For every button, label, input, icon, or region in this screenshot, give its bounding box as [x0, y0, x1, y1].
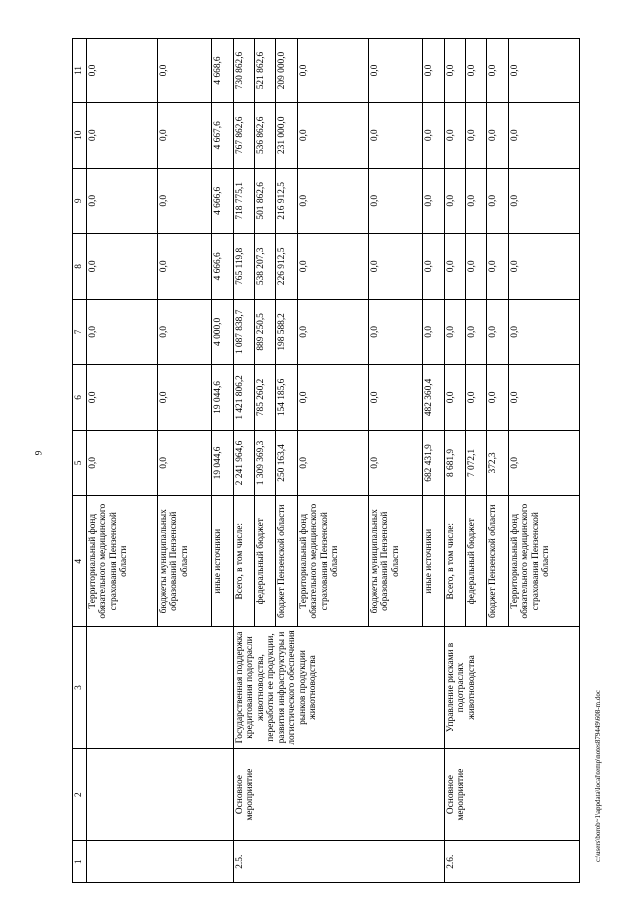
value-cell: 0,0 [157, 168, 212, 234]
value-cell: 0,0 [297, 103, 368, 169]
value-cell: 785 260,2 [254, 365, 275, 431]
value-cell: 0,0 [157, 234, 212, 300]
value-cell: 0,0 [423, 299, 444, 365]
value-cell: 0,0 [368, 299, 423, 365]
source-label: Всего, в том числе: [444, 496, 465, 627]
value-cell: 209 000,0 [276, 39, 297, 103]
value-cell: 2 241 964,6 [233, 430, 254, 496]
header-cell: 1 [73, 841, 87, 883]
header-cell: 7 [73, 299, 87, 365]
value-cell: 0,0 [157, 39, 212, 103]
footer-file-path: c:\users\borob~1\appdata\local\temp\notes879449\608-m.doc [594, 690, 602, 862]
value-cell: 231 000,0 [276, 103, 297, 169]
value-cell: 0,0 [368, 234, 423, 300]
value-cell: 0,0 [508, 103, 579, 169]
value-cell: 4 000,0 [212, 299, 233, 365]
value-cell: 482 360,4 [423, 365, 444, 431]
table-body [73, 39, 580, 883]
value-cell: 0,0 [487, 234, 508, 300]
value-cell: 198 588,2 [276, 299, 297, 365]
value-cell: 226 912,5 [276, 234, 297, 300]
value-cell: 0,0 [368, 39, 423, 103]
value-cell: 0,0 [368, 365, 423, 431]
value-cell: 0,0 [444, 234, 465, 300]
value-cell: 0,0 [466, 234, 487, 300]
source-label: Территориальный фонд обязательного медицинского страхования Пензенской области [297, 496, 368, 627]
value-cell: 0,0 [297, 430, 368, 496]
budget-table-rotated [72, 38, 580, 883]
value-cell: 372,3 [487, 430, 508, 496]
value-cell: 0,0 [444, 168, 465, 234]
header-cell: 2 [73, 748, 87, 841]
value-cell: 250 163,4 [276, 430, 297, 496]
row-number-cell: 2.5. [233, 841, 444, 883]
header-cell: 4 [73, 496, 87, 627]
value-cell: 0,0 [444, 39, 465, 103]
row-number-cell [86, 841, 233, 883]
source-label: иные источники [212, 496, 233, 627]
value-cell: 0,0 [368, 168, 423, 234]
value-cell: 0,0 [508, 168, 579, 234]
value-cell: 0,0 [466, 365, 487, 431]
value-cell: 0,0 [423, 103, 444, 169]
value-cell: 0,0 [297, 299, 368, 365]
budget-table [72, 38, 580, 883]
value-cell: 0,0 [157, 299, 212, 365]
value-cell: 19 044,6 [212, 365, 233, 431]
header-cell: 8 [73, 234, 87, 300]
value-cell: 0,0 [508, 39, 579, 103]
value-cell: 765 119,8 [233, 234, 254, 300]
value-cell: 767 862,6 [233, 103, 254, 169]
event-description-cell: Управление рисками в подотраслях животноводства [444, 627, 579, 748]
value-cell: 0,0 [487, 299, 508, 365]
value-cell: 0,0 [157, 430, 212, 496]
value-cell: 4 666,6 [212, 168, 233, 234]
value-cell: 0,0 [157, 103, 212, 169]
value-cell: 0,0 [508, 299, 579, 365]
value-cell: 682 431,9 [423, 430, 444, 496]
value-cell: 4 666,6 [212, 234, 233, 300]
value-cell: 1 087 838,7 [233, 299, 254, 365]
value-cell: 0,0 [487, 39, 508, 103]
value-cell: 0,0 [423, 39, 444, 103]
header-row [73, 39, 87, 883]
value-cell: 8 681,9 [444, 430, 465, 496]
value-cell: 0,0 [466, 103, 487, 169]
value-cell: 501 862,6 [254, 168, 275, 234]
value-cell: 0,0 [444, 365, 465, 431]
source-label: федеральный бюджет [466, 496, 487, 627]
table-row [233, 39, 254, 883]
value-cell: 521 862,6 [254, 39, 275, 103]
event-description-cell: Государственная поддержка кредитования подотрасли животноводства, переработки ее продукции, развития инфраструктуры и логистического обеспечения рынков продукции животноводства [233, 627, 444, 748]
value-cell: 19 044,6 [212, 430, 233, 496]
value-cell: 0,0 [157, 365, 212, 431]
value-cell: 0,0 [297, 365, 368, 431]
value-cell: 0,0 [297, 39, 368, 103]
value-cell: 4 667,6 [212, 103, 233, 169]
value-cell: 0,0 [487, 365, 508, 431]
value-cell: 718 775,1 [233, 168, 254, 234]
value-cell: 730 862,6 [233, 39, 254, 103]
header-cell: 6 [73, 365, 87, 431]
source-label: бюджеты муниципальных образований Пензенской области [157, 496, 212, 627]
value-cell: 0,0 [86, 103, 157, 169]
value-cell: 0,0 [297, 234, 368, 300]
source-label: бюджет Пензенской области [276, 496, 297, 627]
source-label: бюджет Пензенской области [487, 496, 508, 627]
value-cell: 0,0 [423, 168, 444, 234]
source-label: Территориальный фонд обязательного медицинского страхования Пензенской области [86, 496, 157, 627]
value-cell: 0,0 [466, 299, 487, 365]
value-cell: 0,0 [444, 103, 465, 169]
value-cell: 7 072,1 [466, 430, 487, 496]
page-number: 9 [33, 450, 44, 456]
table-row [444, 39, 465, 883]
event-type-cell [86, 748, 233, 841]
value-cell: 0,0 [86, 168, 157, 234]
event-description-cell [86, 627, 233, 748]
source-label: Всего, в том числе: [233, 496, 254, 627]
source-label: Территориальный фонд обязательного медицинского страхования Пензенской области [508, 496, 579, 627]
event-type-cell: Основное мероприятие [233, 748, 444, 841]
value-cell: 0,0 [86, 234, 157, 300]
value-cell: 0,0 [487, 103, 508, 169]
value-cell: 0,0 [508, 234, 579, 300]
source-label: иные источники [423, 496, 444, 627]
value-cell: 0,0 [508, 430, 579, 496]
event-type-cell: Основное мероприятие [444, 748, 579, 841]
header-cell: 5 [73, 430, 87, 496]
value-cell: 538 207,3 [254, 234, 275, 300]
source-label: федеральный бюджет [254, 496, 275, 627]
header-cell: 11 [73, 39, 87, 103]
value-cell: 0,0 [423, 234, 444, 300]
header-cell: 9 [73, 168, 87, 234]
value-cell: 0,0 [368, 103, 423, 169]
value-cell: 0,0 [86, 365, 157, 431]
table-row [86, 39, 157, 883]
value-cell: 0,0 [466, 168, 487, 234]
value-cell: 536 862,6 [254, 103, 275, 169]
header-cell: 3 [73, 627, 87, 748]
value-cell: 0,0 [368, 430, 423, 496]
value-cell: 1 309 369,3 [254, 430, 275, 496]
value-cell: 0,0 [487, 168, 508, 234]
value-cell: 1 421 806,2 [233, 365, 254, 431]
value-cell: 0,0 [508, 365, 579, 431]
value-cell: 154 185,6 [276, 365, 297, 431]
value-cell: 4 668,6 [212, 39, 233, 103]
value-cell: 0,0 [297, 168, 368, 234]
row-number-cell: 2.6. [444, 841, 579, 883]
header-cell: 10 [73, 103, 87, 169]
value-cell: 0,0 [444, 299, 465, 365]
value-cell: 0,0 [86, 39, 157, 103]
value-cell: 0,0 [86, 430, 157, 496]
value-cell: 216 912,5 [276, 168, 297, 234]
source-label: бюджеты муниципальных образований Пензенской области [368, 496, 423, 627]
value-cell: 0,0 [466, 39, 487, 103]
value-cell: 889 250,5 [254, 299, 275, 365]
value-cell: 0,0 [86, 299, 157, 365]
